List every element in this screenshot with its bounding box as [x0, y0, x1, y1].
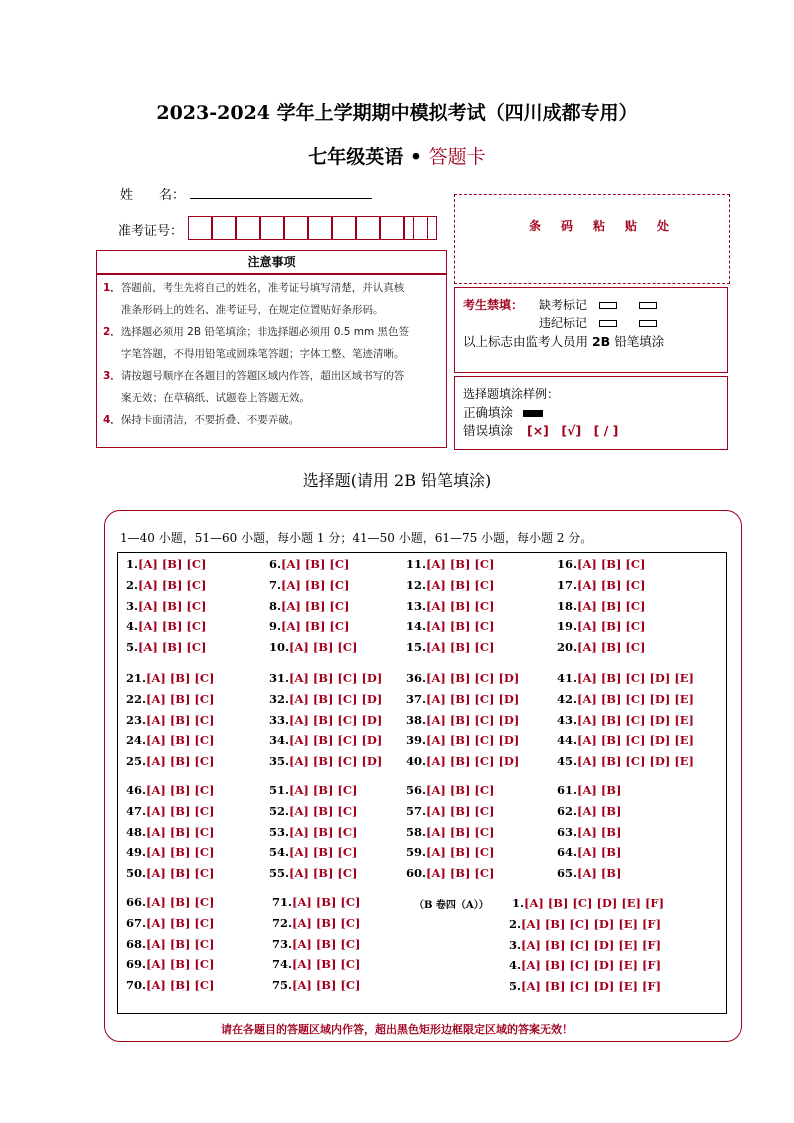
answer-options[interactable]: [A] [B] [C] — [146, 866, 215, 881]
question-row[interactable] — [269, 640, 357, 654]
question-number: 33. — [269, 712, 290, 727]
question-number: 2. — [509, 916, 522, 931]
question-number: 9. — [269, 619, 282, 634]
answer-options[interactable]: [A] [B] [C] — [281, 577, 350, 592]
answer-options[interactable]: [A] [B] [C] — [146, 754, 215, 769]
question-row[interactable] — [406, 713, 519, 727]
question-row[interactable] — [269, 825, 357, 839]
id-digit-box[interactable] — [236, 216, 260, 240]
question-number: 71. — [272, 895, 293, 909]
question-number: 69. — [126, 957, 147, 972]
question-row[interactable] — [126, 895, 214, 909]
question-row[interactable] — [557, 599, 645, 613]
sample-wrong-row: 错误填涂 [×] [√] [ / ] — [463, 423, 619, 438]
question-row[interactable] — [269, 713, 382, 727]
forbidden-note: 以上标志由监考人员用 2B 铅笔填涂 — [463, 334, 665, 349]
question-row[interactable] — [269, 804, 357, 818]
question-row[interactable] — [269, 754, 382, 768]
question-number: 47. — [126, 803, 147, 818]
answer-options[interactable]: [A] [B] [C] [D] [E] [F] — [521, 916, 662, 931]
barcode-label: 条码粘贴处 — [529, 219, 690, 233]
answer-options[interactable]: [A] [B] [C] [D] [E] — [577, 691, 694, 706]
answer-options[interactable]: [A] [B] [C] — [146, 671, 215, 685]
answer-options[interactable]: [A] [B] [C] — [281, 557, 350, 571]
answer-options[interactable]: [A] [B] [C] [D] [E] [F] — [521, 979, 662, 994]
question-number: 65. — [557, 866, 578, 881]
question-number: 70. — [126, 978, 147, 993]
question-row[interactable] — [557, 825, 621, 839]
note-item-4: 4．保持卡面清洁，不要折叠、不要弄破。 — [103, 414, 300, 426]
violation-mark-box[interactable] — [599, 320, 617, 327]
exam-subtitle — [0, 142, 794, 169]
question-number: 10. — [269, 640, 290, 655]
question-row[interactable] — [269, 578, 349, 592]
question-number: 32. — [269, 691, 290, 706]
answer-options[interactable]: [A] [B] [C] — [146, 978, 215, 993]
question-number: 24. — [126, 733, 147, 748]
note-item-2: 2．选择题必须用 2B 铅笔填涂；非选择题必须用 0.5 mm 黑色签 — [103, 326, 410, 338]
question-row[interactable] — [126, 937, 214, 951]
question-row[interactable] — [406, 804, 494, 818]
answer-options[interactable]: [A] [B] [C] — [146, 957, 215, 972]
wrong-marks-sample: [×] [√] [ / ] — [527, 423, 619, 438]
exam-id-label: 准考证号： — [118, 224, 184, 239]
question-number: 34. — [269, 733, 290, 748]
question-number: 5. — [509, 979, 522, 994]
answer-options[interactable]: [A] [B] [C] — [292, 915, 361, 930]
question-row[interactable] — [269, 619, 349, 633]
question-number: 13. — [406, 598, 427, 613]
answer-options[interactable]: [A] [B] [C] — [426, 640, 495, 655]
answer-options[interactable]: [A] [B] — [577, 783, 622, 797]
section-instructions: 1—40 小题，51—60 小题，每小题 1 分；41—50 小题，61—75 小题，每小题 2 分。 — [120, 531, 593, 545]
forbidden-label: 考生禁填： — [463, 298, 524, 312]
question-number: 11. — [406, 557, 427, 571]
id-digit-box[interactable] — [188, 216, 212, 240]
b-paper-label: （B 卷四（A）） — [414, 900, 489, 911]
answer-options[interactable]: [A] [B] [C] — [577, 577, 646, 592]
question-row[interactable] — [557, 845, 621, 859]
note-item-1-cont: 准条形码上的姓名、准考证号，在规定位置贴好条形码。 — [121, 304, 384, 316]
answer-options[interactable]: [A] [B] [C] — [426, 619, 495, 634]
question-number: 22. — [126, 691, 147, 706]
question-row[interactable] — [406, 557, 494, 571]
answer-options[interactable]: [A] [B] [C] — [146, 824, 215, 839]
question-number: 72. — [272, 915, 293, 930]
answer-options[interactable]: [A] [B] [C] — [146, 936, 215, 951]
question-number: 55. — [269, 866, 290, 881]
question-row[interactable] — [557, 692, 694, 706]
question-row[interactable] — [406, 578, 494, 592]
question-row[interactable] — [557, 866, 621, 880]
question-row[interactable] — [126, 619, 206, 633]
question-number: 8. — [269, 598, 282, 613]
question-row[interactable] — [509, 938, 661, 952]
question-row[interactable] — [509, 979, 661, 993]
question-row[interactable] — [509, 958, 661, 972]
id-digit-box[interactable] — [212, 216, 236, 240]
question-row[interactable] — [272, 978, 360, 992]
question-number: 18. — [557, 598, 578, 613]
question-row[interactable] — [406, 754, 519, 768]
absent-mark-box[interactable] — [599, 302, 617, 309]
answer-options[interactable]: [A] [B] [C] — [146, 733, 215, 748]
answer-options[interactable]: [A] [B] [C] [D] — [426, 671, 520, 685]
answer-options[interactable]: [A] [B] [C] [D] [E] — [577, 712, 694, 727]
answer-options[interactable]: [A] [B] [C] — [426, 598, 495, 613]
notes-title: 注意事项 — [247, 255, 296, 269]
barcode-area — [454, 194, 730, 284]
answer-options[interactable]: [A] [B] [C] — [289, 803, 358, 818]
question-number: 50. — [126, 866, 147, 881]
question-row[interactable] — [557, 754, 694, 768]
question-number: 43. — [557, 712, 578, 727]
id-digit-box[interactable] — [380, 216, 404, 240]
answer-options[interactable]: [A] [B] — [577, 824, 622, 839]
question-number: 54. — [269, 845, 290, 860]
question-row[interactable] — [406, 640, 494, 654]
question-number: 38. — [406, 712, 427, 727]
id-digit-box[interactable] — [260, 216, 284, 240]
question-number: 6. — [269, 557, 282, 571]
question-number: 57. — [406, 803, 427, 818]
question-row[interactable] — [406, 866, 494, 880]
id-digit-box[interactable] — [332, 216, 356, 240]
question-number: 37. — [406, 691, 427, 706]
answer-options[interactable]: [A] [B] [C] — [146, 712, 215, 727]
answer-options[interactable]: [A] [B] [C] [D] — [289, 733, 383, 748]
question-row[interactable] — [126, 692, 214, 706]
question-row[interactable] — [557, 804, 621, 818]
question-number: 64. — [557, 845, 578, 860]
answer-options[interactable]: [A] [B] [C] [D] — [426, 733, 520, 748]
answer-options[interactable]: [A] [B] [C] — [426, 866, 495, 881]
section-title: 选择题(请用 2B 铅笔填涂) — [302, 471, 492, 490]
question-number: 46. — [126, 783, 147, 797]
sample-title: 选择题填涂样例： — [463, 387, 560, 401]
question-row[interactable] — [126, 599, 206, 613]
question-row[interactable] — [557, 733, 694, 747]
answer-options[interactable]: [A] [B] [C] — [577, 557, 646, 571]
answer-options[interactable]: [A] [B] [C] — [577, 598, 646, 613]
answer-options[interactable]: [A] [B] [C] [D] [E] [F] — [524, 896, 665, 910]
answer-options[interactable]: [A] [B] [C] [D] [E] [F] — [521, 937, 662, 952]
answer-options[interactable]: [A] [B] [C] — [289, 845, 358, 860]
answer-options[interactable]: [A] [B] [C] [D] — [289, 691, 383, 706]
question-row[interactable] — [272, 916, 360, 930]
question-number: 74. — [272, 957, 293, 972]
question-row[interactable] — [126, 671, 214, 685]
question-row[interactable] — [406, 619, 494, 633]
question-row[interactable] — [126, 713, 214, 727]
question-number: 20. — [557, 640, 578, 655]
question-number: 58. — [406, 824, 427, 839]
question-row[interactable] — [272, 957, 360, 971]
question-row[interactable] — [126, 557, 206, 571]
note-item-1: 1．答题前，考生先将自己的姓名，准考证号填写清楚，并认真核 — [103, 282, 405, 294]
question-row[interactable] — [557, 713, 694, 727]
question-number: 4. — [126, 619, 139, 634]
answer-options[interactable]: [A] [B] [C] [D] [E] — [577, 733, 694, 748]
answer-options[interactable]: [A] [B] [C] — [426, 783, 495, 797]
answer-options[interactable]: [A] [B] [C] — [289, 640, 358, 655]
question-row[interactable] — [512, 896, 664, 910]
question-number: 39. — [406, 733, 427, 748]
question-number: 3. — [509, 937, 522, 952]
name-label: 姓 名： — [120, 188, 186, 203]
question-row[interactable] — [406, 692, 519, 706]
answer-options[interactable]: [A] [B] [C] [D] — [426, 691, 520, 706]
notes-box — [96, 274, 447, 448]
answer-options[interactable]: [A] [B] [C] — [292, 895, 361, 909]
answer-options[interactable]: [A] [B] — [577, 845, 622, 860]
answer-options[interactable]: [A] [B] [C] — [426, 557, 495, 571]
id-digit-box[interactable] — [413, 216, 437, 240]
answer-options[interactable]: [A] [B] [C] — [146, 803, 215, 818]
question-number: 48. — [126, 824, 147, 839]
question-number: 40. — [406, 754, 427, 769]
question-row[interactable] — [406, 783, 494, 797]
absent-row: 缺考标记 — [539, 296, 657, 313]
question-row[interactable] — [406, 825, 494, 839]
answer-options[interactable]: [A] [B] — [577, 866, 622, 881]
answer-options[interactable]: [A] [B] [C] — [577, 640, 646, 655]
question-number: 68. — [126, 936, 147, 951]
answer-options[interactable]: [A] [B] [C] — [292, 936, 361, 951]
question-row[interactable] — [269, 671, 382, 685]
question-row[interactable] — [126, 733, 214, 747]
question-number: 52. — [269, 803, 290, 818]
question-number: 21. — [126, 671, 147, 685]
question-row[interactable] — [557, 557, 645, 571]
question-number: 23. — [126, 712, 147, 727]
question-row[interactable] — [126, 825, 214, 839]
question-row[interactable] — [272, 895, 360, 909]
absent-mark-box-2[interactable] — [639, 302, 657, 309]
answer-options[interactable]: [A] [B] [C] — [281, 619, 350, 634]
notes-header — [96, 250, 447, 274]
question-number: 62. — [557, 803, 578, 818]
question-number: 45. — [557, 754, 578, 769]
question-row[interactable] — [406, 845, 494, 859]
answer-options[interactable]: [A] [B] [C] — [289, 824, 358, 839]
question-number: 73. — [272, 936, 293, 951]
question-row[interactable] — [126, 978, 214, 992]
question-number: 56. — [406, 783, 427, 797]
question-number: 67. — [126, 915, 147, 930]
name-field[interactable] — [190, 198, 372, 199]
question-row[interactable] — [269, 733, 382, 747]
forbidden-box — [454, 287, 728, 373]
answer-options[interactable]: [A] [B] [C] — [138, 619, 207, 634]
question-row[interactable] — [269, 599, 349, 613]
question-row[interactable] — [509, 917, 661, 931]
question-row[interactable] — [406, 733, 519, 747]
question-row[interactable] — [126, 957, 214, 971]
question-number: 44. — [557, 733, 578, 748]
answer-options[interactable]: [A] [B] [C] — [281, 598, 350, 613]
question-number: 1. — [126, 557, 139, 571]
sample-correct-row: 正确填涂 — [463, 403, 543, 421]
question-number: 59. — [406, 845, 427, 860]
question-row[interactable] — [269, 557, 349, 571]
question-row[interactable] — [269, 866, 357, 880]
question-number: 51. — [269, 783, 290, 797]
answer-options[interactable]: [A] [B] [C] — [146, 783, 215, 797]
question-row[interactable] — [126, 640, 206, 654]
answer-options[interactable]: [A] [B] [C] — [146, 845, 215, 860]
id-digit-box[interactable] — [308, 216, 332, 240]
question-number: 36. — [406, 671, 427, 685]
answer-options[interactable]: [A] [B] [C] — [138, 640, 207, 655]
question-number: 7. — [269, 577, 282, 592]
question-row[interactable] — [406, 599, 494, 613]
answer-options[interactable]: [A] [B] [C] — [138, 557, 207, 571]
question-row[interactable] — [557, 783, 621, 797]
question-row[interactable] — [272, 937, 360, 951]
question-row[interactable] — [269, 845, 357, 859]
question-number: 3. — [126, 598, 139, 613]
answer-options[interactable]: [A] [B] [C] — [292, 978, 361, 993]
question-row[interactable] — [126, 916, 214, 930]
exam-title: 2023-2024 学年上学期期中模拟考试（四川成都专用） — [156, 102, 638, 124]
answer-options[interactable]: [A] [B] [C] — [289, 866, 358, 881]
answer-options[interactable]: [A] [B] [C] — [426, 803, 495, 818]
question-number: 15. — [406, 640, 427, 655]
question-number: 75. — [272, 978, 293, 993]
question-row[interactable] — [126, 845, 214, 859]
question-number: 42. — [557, 691, 578, 706]
question-number: 63. — [557, 824, 578, 839]
question-number: 31. — [269, 671, 290, 685]
answer-options[interactable]: [A] [B] [C] [D] — [426, 712, 520, 727]
answer-options[interactable]: [A] [B] [C] — [289, 783, 358, 797]
question-row[interactable] — [126, 866, 214, 880]
answer-options[interactable]: [A] [B] [C] — [426, 824, 495, 839]
question-number: 35. — [269, 754, 290, 769]
question-row[interactable] — [126, 754, 214, 768]
question-number: 12. — [406, 577, 427, 592]
answer-options[interactable]: [A] [B] [C] — [138, 577, 207, 592]
question-row[interactable] — [406, 671, 519, 685]
answer-options[interactable]: [A] [B] [C] [D] — [289, 712, 383, 727]
question-row[interactable] — [557, 671, 694, 685]
answer-options[interactable]: [A] [B] [C] — [146, 915, 215, 930]
filled-mark-sample — [523, 410, 543, 417]
subject-label: 七年级英语 • — [308, 146, 429, 168]
question-row[interactable] — [126, 578, 206, 592]
answer-options[interactable]: [A] [B] [C] [D] [E] — [577, 671, 694, 685]
question-row[interactable] — [269, 692, 382, 706]
question-number: 41. — [557, 671, 578, 685]
answer-options[interactable]: [A] [B] [C] — [292, 957, 361, 972]
answer-options[interactable]: [A] [B] [C] — [138, 598, 207, 613]
question-row[interactable] — [557, 640, 645, 654]
question-number: 53. — [269, 824, 290, 839]
answer-options[interactable]: [A] [B] [C] [D] — [289, 671, 383, 685]
question-number: 61. — [557, 783, 578, 797]
note-item-3: 3．请按题号顺序在各题目的答题区域内作答，超出区域书写的答 — [103, 370, 405, 382]
question-number: 14. — [406, 619, 427, 634]
note-item-2-cont: 字笔答题，不得用铅笔或圆珠笔答题；字体工整、笔迹清晰。 — [121, 348, 405, 360]
sample-box — [454, 376, 728, 450]
question-number: 66. — [126, 895, 147, 909]
question-row[interactable] — [557, 619, 645, 633]
id-digit-box[interactable] — [356, 216, 380, 240]
question-number: 17. — [557, 577, 578, 592]
section-footer: 请在各题目的答题区域内作答，超出黑色矩形边框限定区域的答案无效！ — [221, 1023, 573, 1036]
answer-options[interactable]: [A] [B] [C] [D] [E] [F] — [521, 958, 662, 973]
question-number: 49. — [126, 845, 147, 860]
answer-options[interactable]: [A] [B] [C] [D] — [289, 754, 383, 769]
question-row[interactable] — [126, 783, 214, 797]
id-digit-box[interactable] — [284, 216, 308, 240]
question-number: 19. — [557, 619, 578, 634]
question-number: 16. — [557, 557, 578, 571]
violation-mark-box-2[interactable] — [639, 320, 657, 327]
question-number: 2. — [126, 577, 139, 592]
answer-options[interactable]: [A] [B] [C] — [577, 619, 646, 634]
answer-options[interactable]: [A] [B] — [577, 803, 622, 818]
answer-options[interactable]: [A] [B] [C] [D] [E] — [577, 754, 694, 769]
question-row[interactable] — [126, 804, 214, 818]
answer-card-label: 答题卡 — [428, 146, 486, 168]
question-number: 25. — [126, 754, 147, 769]
question-number: 60. — [406, 866, 427, 881]
violation-row: 违纪标记 — [539, 314, 657, 331]
question-number: 4. — [509, 958, 522, 973]
question-number: 5. — [126, 640, 139, 655]
question-number: 1. — [512, 896, 525, 910]
note-item-3-cont: 案无效；在草稿纸、试题卷上答题无效。 — [121, 392, 310, 404]
answer-options[interactable]: [A] [B] [C] — [426, 845, 495, 860]
question-row[interactable] — [269, 783, 357, 797]
answer-options[interactable]: [A] [B] [C] — [426, 577, 495, 592]
answer-options[interactable]: [A] [B] [C] [D] — [426, 754, 520, 769]
answer-options[interactable]: [A] [B] [C] — [146, 691, 215, 706]
answer-options[interactable]: [A] [B] [C] — [146, 895, 215, 909]
question-row[interactable] — [557, 578, 645, 592]
